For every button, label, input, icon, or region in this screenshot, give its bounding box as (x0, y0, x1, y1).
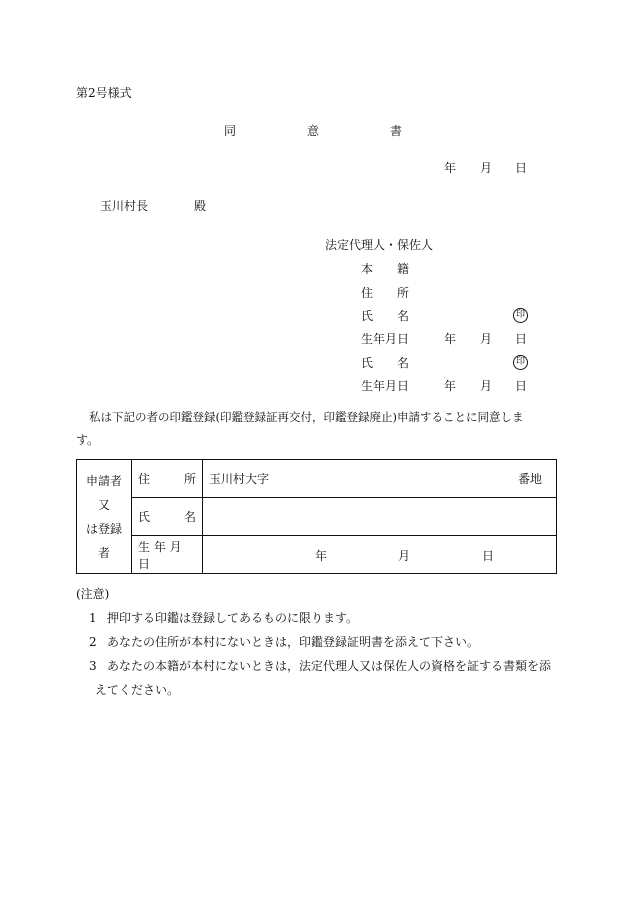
birth-label-1: 生年月日 (361, 332, 410, 346)
title-char-2: 意 (307, 124, 320, 138)
form-number: 第2号様式 (76, 86, 132, 100)
date-month: 月 (480, 161, 493, 175)
honseki-label-1: 本 (361, 262, 374, 276)
note-3-number: 3 (89, 659, 97, 673)
address-label-cell (132, 460, 203, 498)
jusho-label-2: 所 (397, 286, 410, 300)
birth-label-cell (132, 536, 203, 574)
birth-day-2: 日 (515, 379, 528, 393)
birth-year-2: 年 (444, 379, 457, 393)
title-char-1: 同 (224, 124, 237, 138)
note-1-number: 1 (89, 611, 97, 625)
birth-value-cell (203, 536, 557, 574)
birth-month-1: 月 (480, 332, 493, 346)
applicant-table (76, 459, 557, 574)
address-value: 玉川村大字 (209, 472, 270, 486)
applicant-group-cell (77, 460, 132, 574)
table-birth-year: 年 (315, 549, 328, 563)
note-2-text: あなたの住所が本村にないときは，印鑑登録証明書を添えて下さい。 (107, 635, 480, 649)
date-day: 日 (515, 161, 528, 175)
representative-heading: 法定代理人・保佐人 (325, 238, 434, 252)
address-value-cell (203, 460, 557, 498)
note-1-text: 押印する印鑑は登録してあるものに限ります。 (107, 611, 359, 625)
addressee-honorific: 殿 (194, 199, 207, 213)
title-char-3: 書 (390, 124, 403, 138)
honseki-label-2: 籍 (397, 262, 410, 276)
shimei-label-2b: 名 (397, 356, 410, 370)
seal-mark-2: 印 (513, 355, 528, 370)
applicant-group-label-1: 申請者又 (85, 473, 122, 512)
note-2-number: 2 (89, 635, 97, 649)
jusho-label-1: 住 (361, 286, 374, 300)
shimei-label-2a: 氏 (361, 356, 374, 370)
birth-year-1: 年 (444, 332, 457, 346)
name-label-1: 氏 (138, 510, 151, 524)
consent-line-1: 私は下記の者の印鑑登録(印鑑登録証再交付，印鑑登録廃止)申請することに同意しま (89, 410, 524, 424)
address-suffix: 番地 (517, 472, 542, 486)
applicant-group-label-2: は登録者 (85, 521, 122, 560)
shimei-label-1a: 氏 (361, 309, 374, 323)
shimei-label-1b: 名 (397, 309, 410, 323)
notes-heading: (注意) (76, 587, 110, 601)
birth-month-2: 月 (480, 379, 493, 393)
note-3-text: あなたの本籍が本村にないときは，法定代理人又は保佐人の資格を証する書類を添 (107, 659, 552, 673)
name-label-2: 名 (183, 510, 196, 524)
note-3-continuation: えてください。 (95, 683, 180, 697)
table-birth-month: 月 (398, 549, 411, 563)
table-birth-day: 日 (482, 549, 495, 563)
name-label-cell (132, 498, 203, 536)
table-birth-label: 生 年 月 日 (138, 539, 182, 571)
consent-line-2: す。 (76, 433, 100, 447)
name-value-cell (203, 498, 557, 536)
birth-label-2: 生年月日 (361, 379, 410, 393)
date-year: 年 (444, 161, 457, 175)
addressee-name: 玉川村長 (100, 199, 149, 213)
birth-day-1: 日 (515, 332, 528, 346)
address-label-1: 住 (138, 472, 151, 486)
address-label-2: 所 (183, 472, 196, 486)
seal-mark-1: 印 (513, 308, 528, 323)
